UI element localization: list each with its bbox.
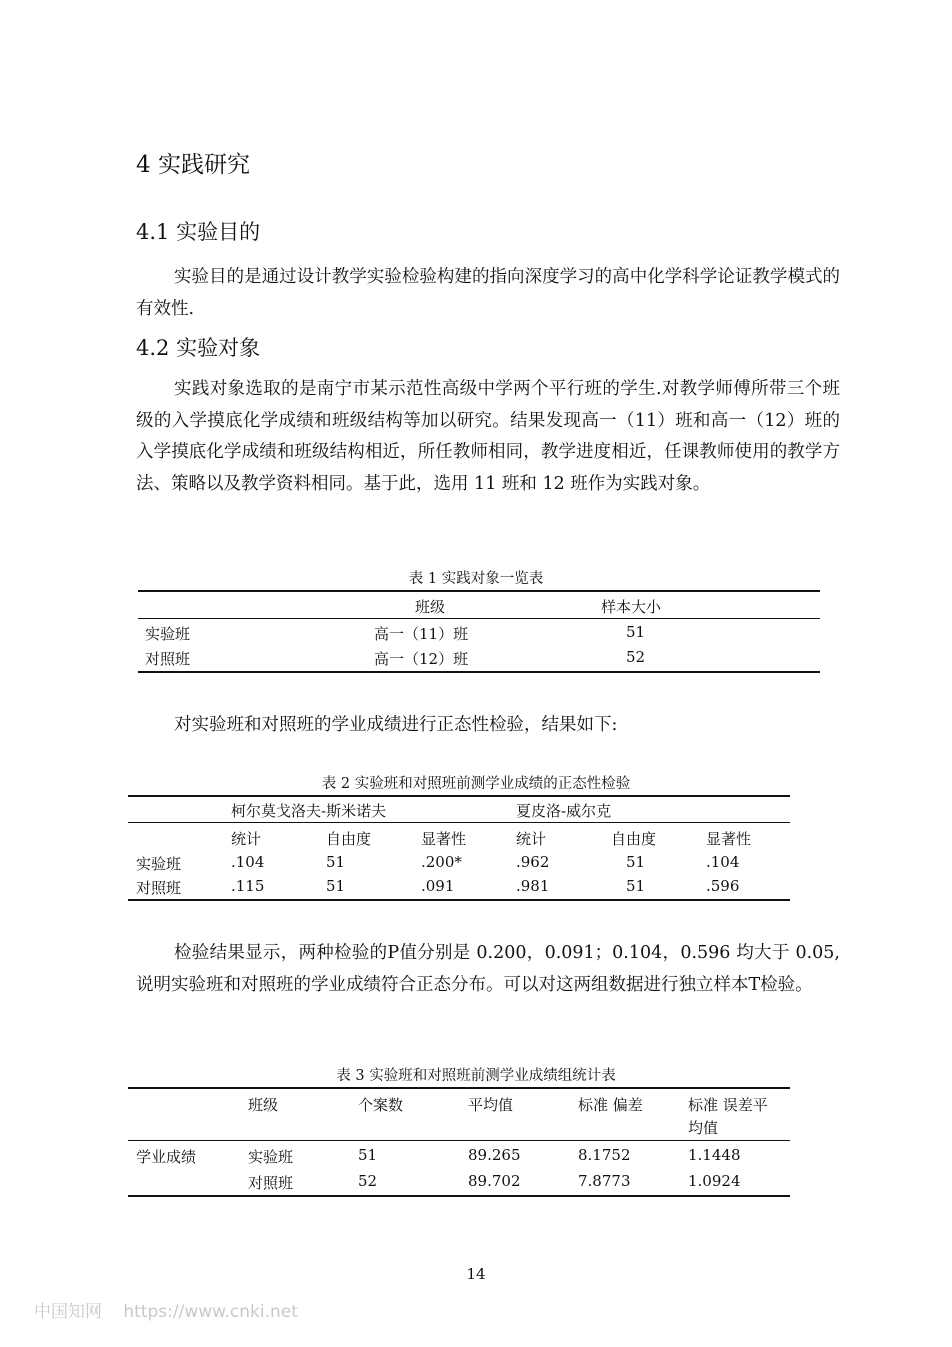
table2-header-sig2: 显著性 bbox=[706, 830, 752, 848]
table3-header-sd: 标准 偏差 bbox=[578, 1096, 643, 1114]
table3-row1-se: 1.1448 bbox=[688, 1146, 741, 1164]
table2-bottom-rule bbox=[128, 899, 790, 901]
table3-row1-sd: 8.1752 bbox=[578, 1146, 631, 1164]
table2-row1-c6: .104 bbox=[706, 853, 740, 871]
table2-header-stat2: 统计 bbox=[516, 830, 547, 848]
subsection-heading-4-1: 4.1 实验目的 bbox=[136, 220, 261, 244]
table3-row2-sd: 7.8773 bbox=[578, 1172, 631, 1190]
table1-top-rule bbox=[138, 590, 820, 592]
table3-caption: 表 3 实验班和对照班前测学业成绩组统计表 bbox=[336, 1068, 616, 1084]
paragraph-normality: 对实验班和对照班的学业成绩进行正态性检验，结果如下: bbox=[174, 715, 618, 735]
table2-header-stat1: 统计 bbox=[231, 830, 262, 848]
paragraph-objective: 实验目的是通过设计教学实验检验构建的指向深度学习的高中化学科学论证教学模式的有效性. bbox=[136, 267, 840, 319]
table3-row2-mean: 89.702 bbox=[468, 1172, 521, 1190]
table3-row2-se: 1.0924 bbox=[688, 1172, 741, 1190]
table1-bottom-rule bbox=[138, 671, 820, 673]
page-number: 14 bbox=[466, 1265, 486, 1283]
table1-mid-rule bbox=[138, 618, 820, 619]
table2-row2-c5: 51 bbox=[626, 877, 646, 895]
table3-header-se-line2: 均值 bbox=[688, 1119, 719, 1137]
table3-row2-n: 52 bbox=[358, 1172, 378, 1190]
table2-group-ks: 柯尔莫戈洛夫-斯米诺夫 bbox=[231, 802, 387, 820]
table2-row2-label: 对照班 bbox=[136, 879, 182, 897]
table3-row2-class: 对照班 bbox=[248, 1174, 294, 1192]
table2-group-rule bbox=[128, 822, 790, 823]
paragraph-result: 检验结果显示，两种检验的P值分别是 0.200，0.091；0.104，0.596 均大于 0.05,说明实验班和对照班的学业成绩符合正态分布。可以对这两组数据进行独立样本T检验。 bbox=[136, 943, 840, 995]
table1-row1-class: 高一（11）班 bbox=[374, 625, 469, 643]
table3-row1-mean: 89.265 bbox=[468, 1146, 521, 1164]
table3-header-n: 个案数 bbox=[358, 1096, 404, 1114]
table1-row1-size: 51 bbox=[626, 623, 646, 641]
table3-row1-class: 实验班 bbox=[248, 1148, 294, 1166]
table3-header-mean: 平均值 bbox=[468, 1096, 514, 1114]
watermark-url: https://www.cnki.net bbox=[123, 1302, 298, 1322]
table2-row1-c5: 51 bbox=[626, 853, 646, 871]
table2-caption: 表 2 实验班和对照班前测学业成绩的正态性检验 bbox=[321, 776, 631, 792]
table2-row1-label: 实验班 bbox=[136, 855, 182, 873]
table1-row1-label: 实验班 bbox=[145, 625, 191, 643]
table3-row-label: 学业成绩 bbox=[136, 1148, 197, 1166]
table2-header-df2: 自由度 bbox=[611, 830, 657, 848]
table1-row2-label: 对照班 bbox=[145, 650, 191, 668]
watermark-brand: 中国知网 bbox=[34, 1302, 102, 1322]
table2-row1-c1: .104 bbox=[231, 853, 265, 871]
table3-top-rule bbox=[128, 1087, 790, 1089]
table1-header-class: 班级 bbox=[415, 598, 446, 616]
table2-row1-c4: .962 bbox=[516, 853, 550, 871]
table2-row2-c6: .596 bbox=[706, 877, 740, 895]
table2-row2-c2: 51 bbox=[326, 877, 346, 895]
table2-top-rule bbox=[128, 795, 790, 797]
subsection-heading-4-2: 4.2 实验对象 bbox=[136, 336, 261, 360]
table3-header-class: 班级 bbox=[248, 1096, 279, 1114]
table1-row2-size: 52 bbox=[626, 648, 646, 666]
table3-header-se-line1: 标准 误差平 bbox=[688, 1096, 768, 1114]
table2-header-df1: 自由度 bbox=[326, 830, 372, 848]
table1-header-sample: 样本大小 bbox=[601, 598, 662, 616]
table2-row1-c3: .200* bbox=[421, 853, 462, 871]
table2-row2-c1: .115 bbox=[231, 877, 265, 895]
paragraph-subjects: 实践对象选取的是南宁市某示范性高级中学两个平行班的学生.对教学师傅所带三个班级的入学摸底化学成绩和班级结构等加以研究。结果发现高一（11）班和高一（12）班的入学摸底化学成绩和班级结构相近，所任教师相同，教学进度相近，任课教师使用的教学方法、策略以及教学资料相同。基于此，选用 11 班和 12 班作为实践对象。 bbox=[136, 379, 840, 494]
table2-header-sig1: 显著性 bbox=[421, 830, 467, 848]
table1-caption: 表 1 实践对象一览表 bbox=[408, 571, 544, 587]
table1-row2-class: 高一（12）班 bbox=[374, 650, 469, 668]
table2-row1-c2: 51 bbox=[326, 853, 346, 871]
watermark bbox=[34, 1297, 314, 1322]
table3-mid-rule bbox=[128, 1140, 790, 1141]
table3-bottom-rule bbox=[128, 1195, 790, 1197]
table2-row2-c4: .981 bbox=[516, 877, 550, 895]
section-heading: 4 实践研究 bbox=[136, 152, 250, 178]
table2-group-sw: 夏皮洛-威尔克 bbox=[516, 802, 612, 820]
table3-row1-n: 51 bbox=[358, 1146, 378, 1164]
table2-row2-c3: .091 bbox=[421, 877, 455, 895]
